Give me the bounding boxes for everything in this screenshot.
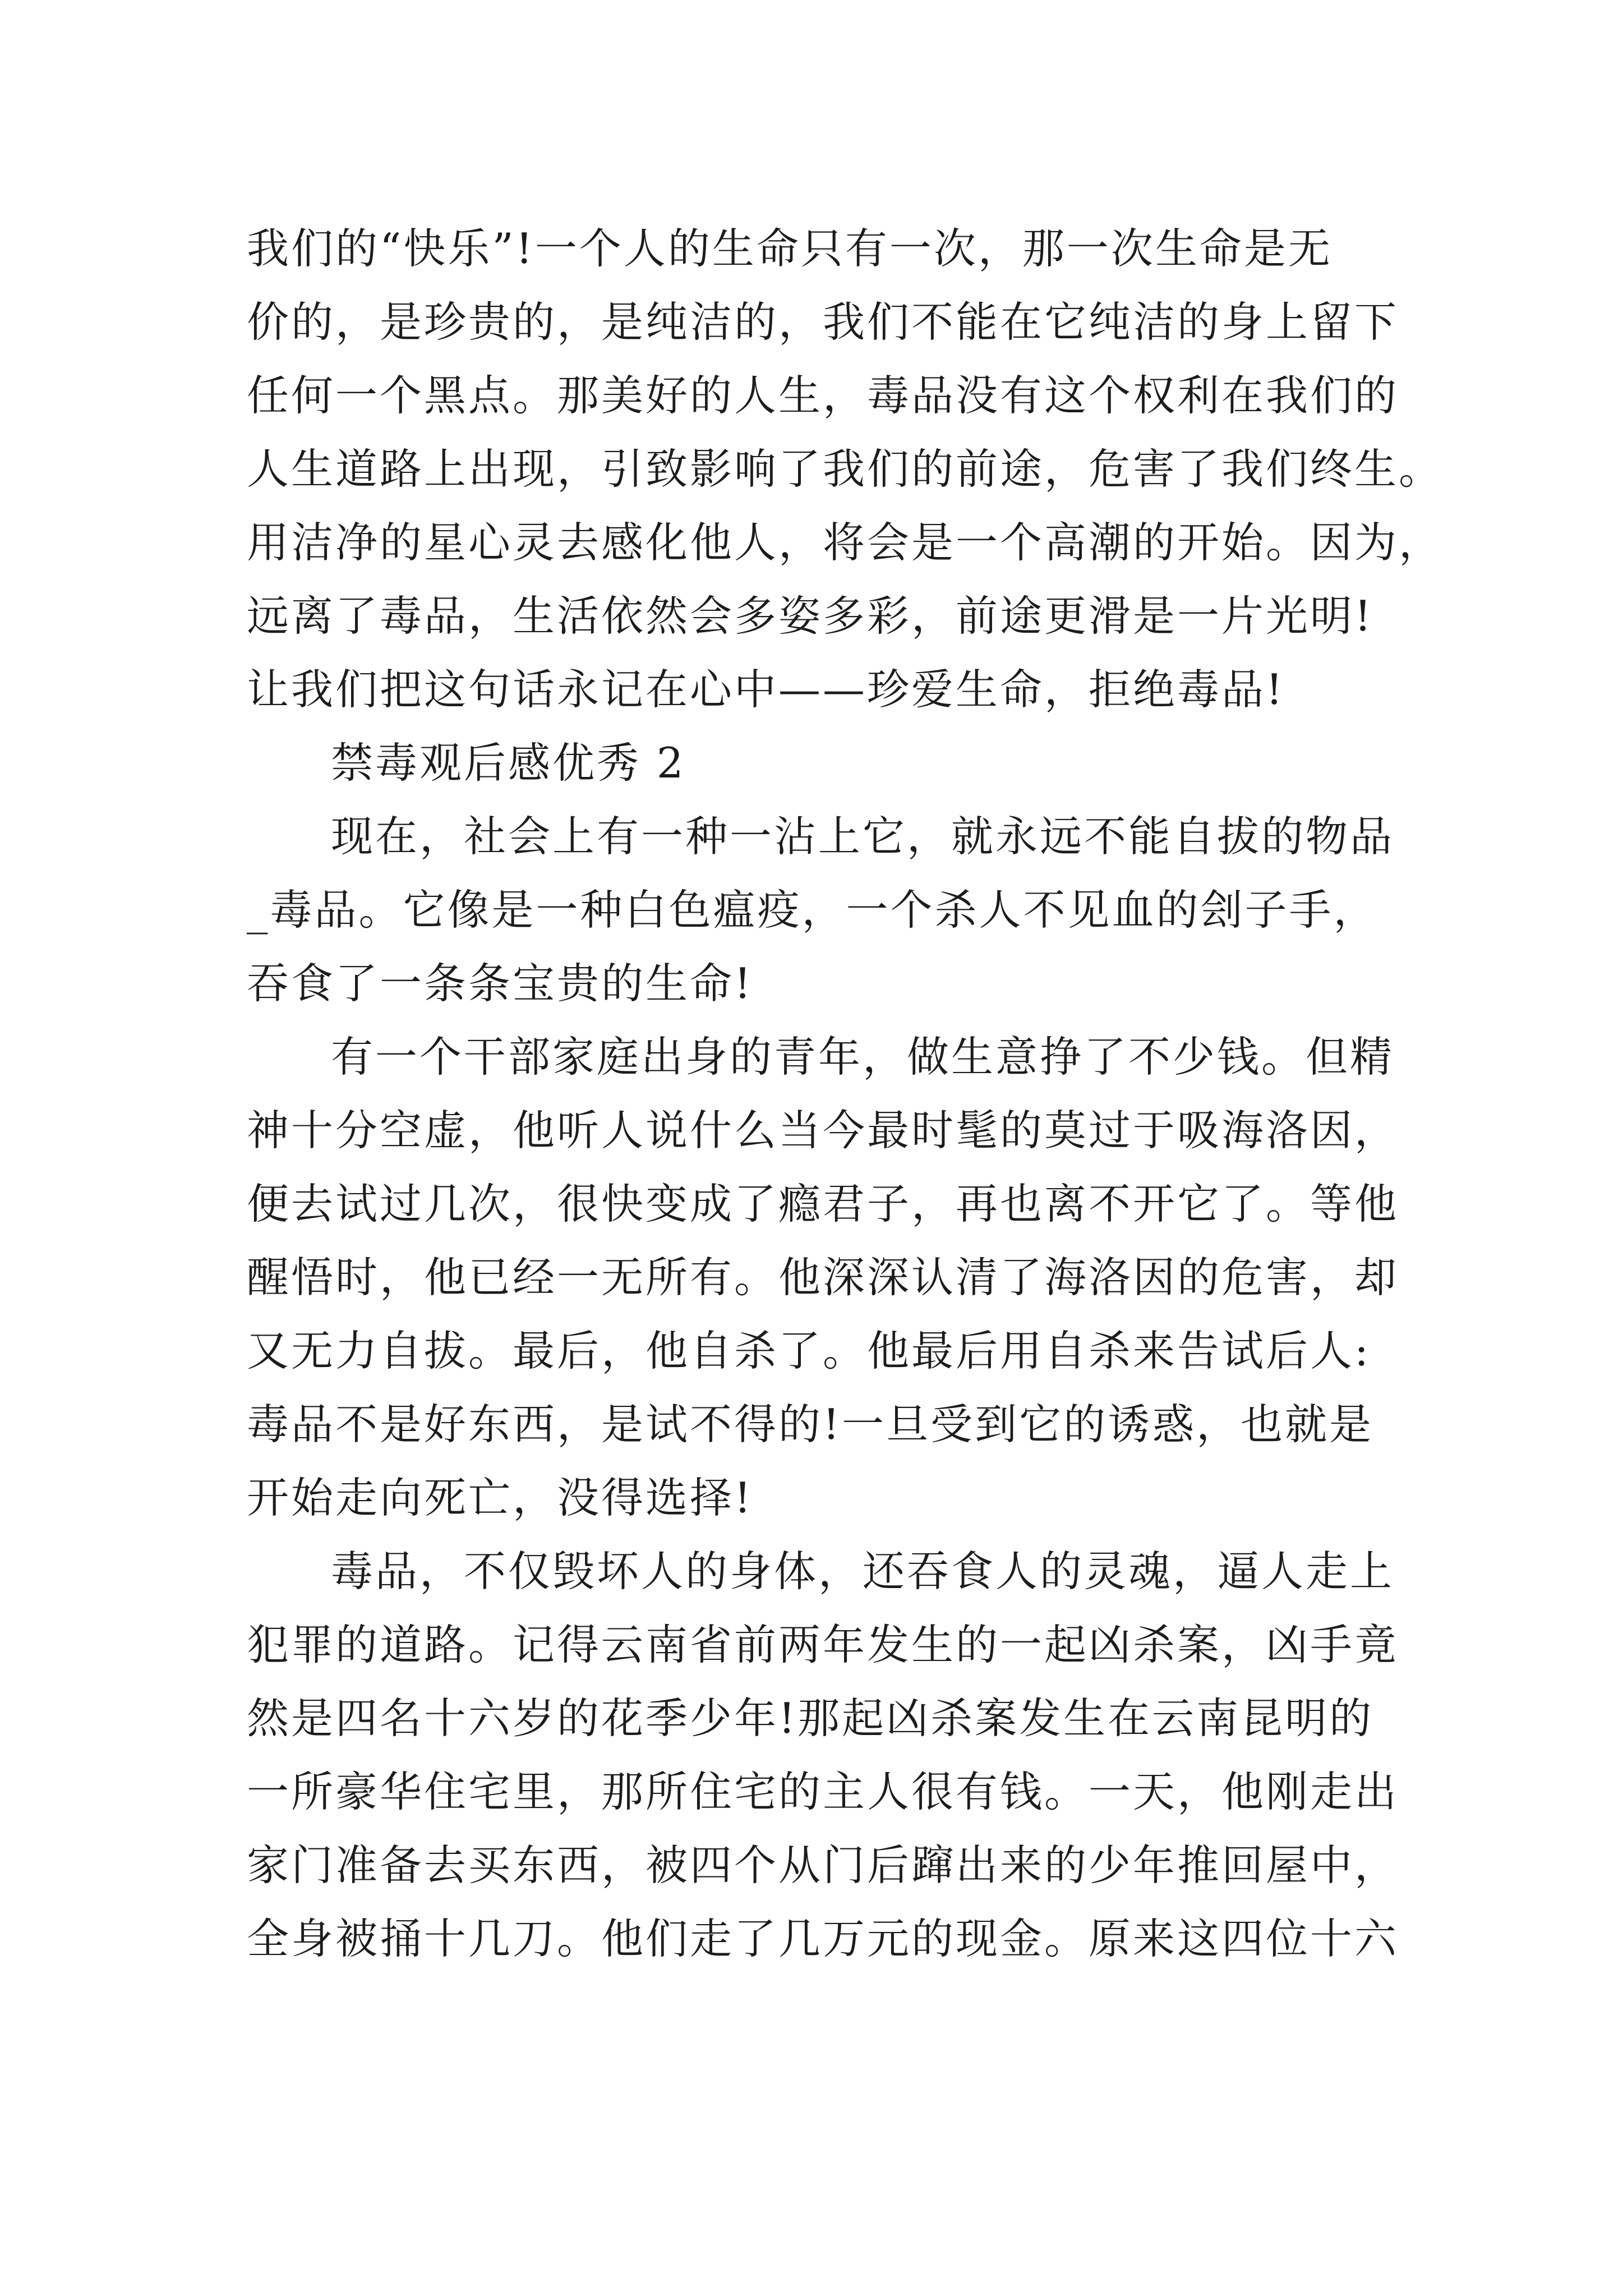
text-line: 犯罪的道路。记得云南省前两年发生的一起凶杀案，凶手竟 (247, 1620, 1399, 1669)
text-line: 神十分空虚，他听人说什么当今最时髦的莫过于吸海洛因， (247, 1106, 1399, 1155)
text-line: 我们的“快乐”!一个人的生命只有一次，那一次生命是无 (247, 224, 1332, 273)
text-line: 一所豪华住宅里，那所住宅的主人很有钱。一天，他刚走出 (247, 1767, 1399, 1816)
text-line: 便去试过几次，很快变成了瘾君子，再也离不开它了。等他 (247, 1179, 1399, 1228)
text-line: 吞食了一条条宝贵的生命! (247, 959, 754, 1008)
text-line: 毒品，不仅毁坏人的身体，还吞食人的灵魂，逼人走上 (331, 1547, 1395, 1596)
text-line: 让我们把这句话永记在心中——珍爱生命，拒绝毒品! (247, 665, 1285, 714)
text-line: 全身被捅十几刀。他们走了几万元的现金。原来这四位十六 (247, 1914, 1399, 1963)
text-line: 任何一个黑点。那美好的人生，毒品没有这个权利在我们的 (247, 371, 1399, 420)
text-line: _毒品。它像是一种白色瘟疫，一个杀人不见血的刽子手， (247, 885, 1378, 935)
text-line: 又无力自拔。最后，他自杀了。他最后用自杀来告试后人: (247, 1326, 1371, 1375)
text-line: 开始走向死亡，没得选择! (247, 1473, 754, 1522)
text-line: 毒品不是好东西，是试不得的!一旦受到它的诱惑，也就是 (247, 1400, 1374, 1449)
document-body (247, 212, 1444, 1976)
text-line: 人生道路上出现，引致影响了我们的前途，危害了我们终生。 (247, 444, 1444, 494)
text-line: 禁毒观后感优秀 2 (331, 738, 686, 788)
text-line: 有一个干部家庭出身的青年，做生意挣了不少钱。但精 (331, 1032, 1395, 1082)
text-line: 远离了毒品，生活依然会多姿多彩，前途更滑是一片光明! (247, 591, 1374, 641)
text-line: 家门准备去买东西，被四个从门后蹿出来的少年推回屋中， (247, 1841, 1399, 1890)
text-line: 价的，是珍贵的，是纯洁的，我们不能在它纯洁的身上留下 (247, 297, 1399, 347)
text-line: 用洁净的星心灵去感化他人，将会是一个高潮的开始。因为， (247, 518, 1444, 567)
text-line: 现在，社会上有一种一沾上它，就永远不能自拔的物品 (331, 812, 1395, 861)
text-line: 醒悟时，他已经一无所有。他深深认清了海洛因的危害，却 (247, 1253, 1399, 1302)
text-line: 然是四名十六岁的花季少年!那起凶杀案发生在云南昆明的 (247, 1694, 1374, 1743)
